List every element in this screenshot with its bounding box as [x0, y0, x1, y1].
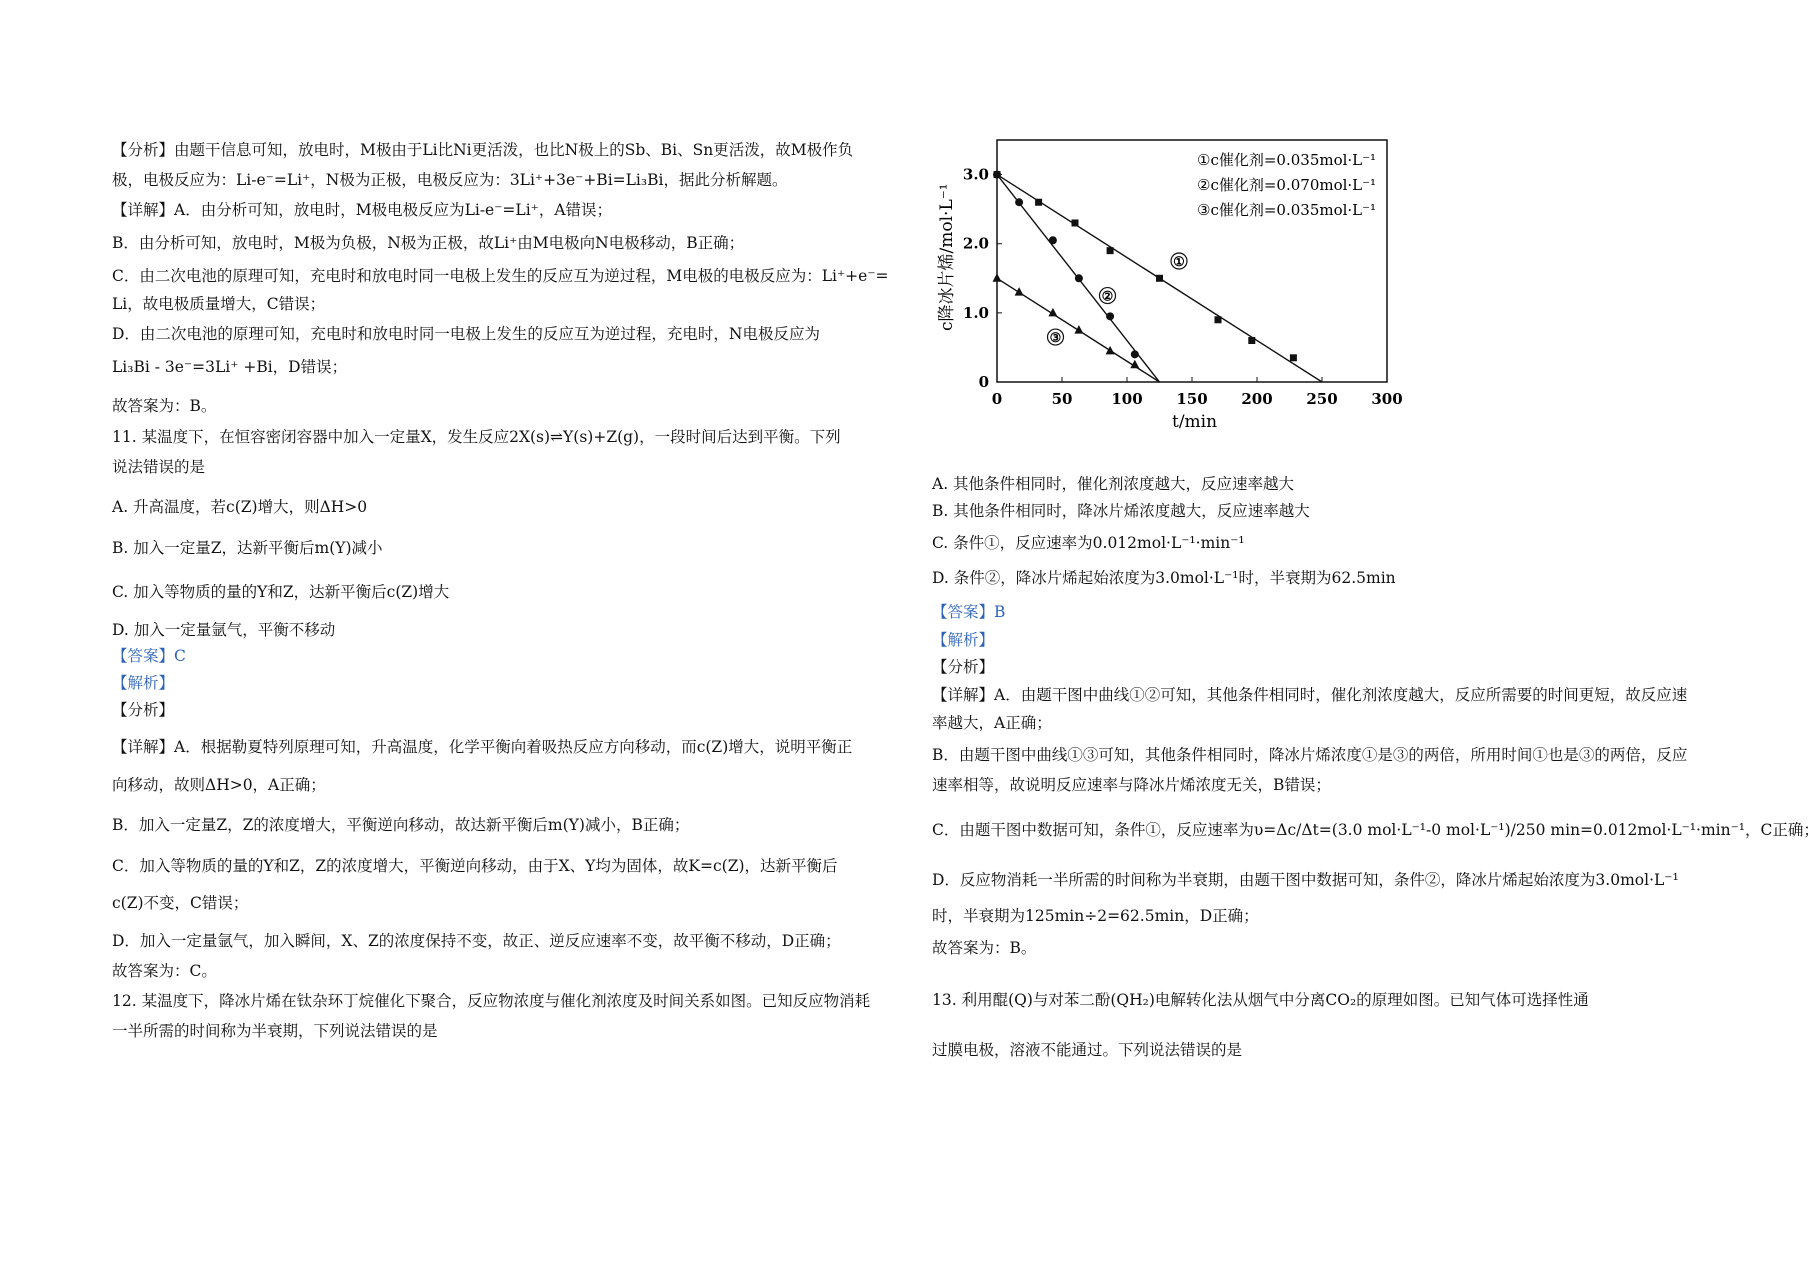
- left-text-line: Li，故电极质量增大，C错误；: [112, 295, 326, 313]
- left-text-line: D．加入一定量氩气，加入瞬间，X、Z的浓度保持不变，故正、逆反应速率不变，故平衡不移动，D正确；: [112, 932, 841, 950]
- right-text-line: 过膜电极，溶液不能通过。下列说法错误的是: [932, 1041, 1243, 1059]
- left-text-line: B．加入一定量Z，Z的浓度增大，平衡逆向移动，故达新平衡后m(Y)减小，B正确；: [112, 816, 690, 834]
- left-text-line: Li₃Bi - 3e⁻=3Li⁺ +Bi，D错误；: [112, 358, 348, 376]
- y-tick-label: 1.0: [962, 303, 989, 322]
- left-text-line: 11. 某温度下，在恒容密闭容器中加入一定量X，发生反应2X(s)⇌Y(s)+Z(g)，一段时间后达到平衡。下列: [112, 428, 841, 446]
- legend-entry: ①c催化剂=0.035mol·L⁻¹: [1197, 151, 1377, 169]
- right-text-line: 【详解】A．由题干图中曲线①②可知，其他条件相同时，催化剂浓度越大，反应所需要的时间更短，故反应速: [932, 686, 1688, 704]
- data-point-square: [1215, 316, 1222, 323]
- series-label: ③: [1049, 331, 1062, 347]
- legend-entry: ②c催化剂=0.070mol·L⁻¹: [1197, 176, 1377, 194]
- left-text-line: 故答案为：C。: [112, 962, 217, 980]
- right-text-line: 故答案为：B。: [932, 939, 1037, 957]
- left-text-line: A. 升高温度，若c(Z)增大，则ΔH>0: [112, 498, 368, 516]
- right-text-line: D．反应物消耗一半所需的时间称为半衰期，由题干图中数据可知，条件②，降冰片烯起始浓度为3.0mol·L⁻¹: [932, 871, 1679, 889]
- right-text-line: B. 其他条件相同时，降冰片烯浓度越大，反应速率越大: [932, 502, 1310, 520]
- series-label: ①: [1173, 255, 1185, 270]
- x-tick-label: 200: [1241, 390, 1273, 408]
- x-axis-label: t/min: [1172, 412, 1218, 432]
- x-tick-label: 0: [991, 390, 1003, 408]
- series-label: ②: [1101, 289, 1114, 305]
- y-tick-label: 0: [978, 373, 989, 391]
- left-text-line: 【答案】C: [112, 647, 186, 665]
- data-point-triangle: [1015, 287, 1024, 296]
- left-text-line: D. 加入一定量氩气，平衡不移动: [112, 621, 336, 639]
- data-point-circle: [1106, 312, 1114, 320]
- x-tick-label: 150: [1176, 390, 1208, 408]
- chart-svg: [932, 120, 1432, 460]
- data-point-square: [1107, 247, 1114, 254]
- right-text-line: 13. 利用醌(Q)与对苯二酚(QH₂)电解转化法从烟气中分离CO₂的原理如图。已知气体可选择性通: [932, 991, 1589, 1009]
- concentration-time-chart: [932, 120, 1432, 460]
- data-point-square: [1156, 275, 1163, 282]
- data-point-square: [1035, 199, 1042, 206]
- y-axis-label: c降冰片烯/mol·L⁻¹: [937, 183, 957, 331]
- x-tick-label: 300: [1371, 390, 1403, 408]
- right-text-line: 【分析】: [932, 658, 995, 676]
- left-text-line: 【详解】A．由分析可知，放电时，M极电极反应为Li-e⁻=Li⁺，A错误；: [112, 201, 613, 219]
- data-point-circle: [993, 171, 1001, 179]
- data-point-triangle: [993, 273, 1002, 282]
- data-point-square: [1072, 219, 1079, 226]
- left-text-line: 【分析】由题干信息可知，放电时，M极由于Li比Ni更活泼，也比N极上的Sb、Bi、Sn更活泼，故M极作负: [112, 141, 854, 159]
- left-text-line: 一半所需的时间称为半衰期，下列说法错误的是: [112, 1022, 438, 1040]
- right-text-line: 率越大，A正确；: [932, 714, 1052, 732]
- y-tick-label: 2.0: [962, 234, 989, 253]
- left-text-line: C．加入等物质的量的Y和Z，Z的浓度增大，平衡逆向移动，由于X、Y均为固体，故K=c(Z)，达新平衡后: [112, 857, 838, 875]
- data-point-circle: [1131, 350, 1139, 358]
- data-point-triangle: [1106, 346, 1115, 355]
- left-text-line: 【解析】: [112, 674, 175, 692]
- data-point-circle: [1015, 198, 1023, 206]
- x-tick-label: 50: [1051, 390, 1073, 408]
- right-text-line: B．由题干图中曲线①③可知，其他条件相同时，降冰片烯浓度①是③的两倍，所用时间①也是③的两倍，反应: [932, 746, 1688, 764]
- y-tick-label: 3.0: [962, 165, 989, 184]
- data-point-circle: [1075, 274, 1083, 282]
- right-text-line: 时，半衰期为125min÷2=62.5min，D正确；: [932, 907, 1259, 925]
- data-point-triangle: [1074, 325, 1083, 334]
- left-text-line: B. 加入一定量Z，达新平衡后m(Y)减小: [112, 539, 383, 557]
- right-text-line: C．由题干图中数据可知，条件①，反应速率为υ=Δc/Δt=(3.0 mol·L⁻¹-0 mol·L⁻¹)/250 min=0.012mol·L⁻¹·min⁻¹，C正确；: [932, 821, 1819, 839]
- left-text-line: C．由二次电池的原理可知，充电时和放电时同一电极上发生的反应互为逆过程，M电极的电极反应为：Li⁺+e⁻=: [112, 267, 889, 285]
- left-text-line: 说法错误的是: [112, 458, 206, 476]
- data-point-square: [1290, 354, 1297, 361]
- left-text-line: 极，电极反应为：Li-e⁻=Li⁺，N极为正极，电极反应为：3Li⁺+3e⁻+Bi=Li₃Bi，据此分析解题。: [112, 171, 788, 189]
- left-text-line: 【详解】A．根据勒夏特列原理可知，升高温度，化学平衡向着吸热反应方向移动，而c(Z)增大，说明平衡正: [112, 738, 853, 756]
- left-text-line: D．由二次电池的原理可知，充电时和放电时同一电极上发生的反应互为逆过程，充电时，N电极反应为: [112, 325, 820, 343]
- x-tick-label: 250: [1306, 390, 1338, 408]
- left-text-line: 12. 某温度下，降冰片烯在钛杂环丁烷催化下聚合，反应物浓度与催化剂浓度及时间关系如图。已知反应物消耗: [112, 992, 871, 1010]
- right-text-line: 【答案】B: [932, 603, 1006, 621]
- right-text-line: D. 条件②，降冰片烯起始浓度为3.0mol·L⁻¹时，半衰期为62.5min: [932, 569, 1396, 587]
- right-text-line: 【解析】: [932, 631, 995, 649]
- data-point-circle: [1049, 236, 1057, 244]
- legend-entry: ③c催化剂=0.035mol·L⁻¹: [1197, 201, 1377, 219]
- left-text-line: 向移动，故则ΔH>0，A正确；: [112, 776, 326, 794]
- data-point-square: [1248, 337, 1255, 344]
- left-text-line: c(Z)不变，C错误；: [112, 894, 249, 912]
- left-text-line: 故答案为：B。: [112, 397, 217, 415]
- left-text-line: 【分析】: [112, 701, 175, 719]
- left-text-line: C. 加入等物质的量的Y和Z，达新平衡后c(Z)增大: [112, 583, 450, 601]
- right-text-line: A. 其他条件相同时，催化剂浓度越大，反应速率越大: [932, 475, 1295, 493]
- x-tick-label: 100: [1111, 390, 1143, 408]
- right-text-line: 速率相等，故说明反应速率与降冰片烯浓度无关，B错误；: [932, 776, 1331, 794]
- right-text-line: C. 条件①，反应速率为0.012mol·L⁻¹·min⁻¹: [932, 534, 1245, 552]
- left-text-line: B．由分析可知，放电时，M极为负极，N极为正极，故Li⁺由M电极向N电极移动，B正确；: [112, 234, 745, 252]
